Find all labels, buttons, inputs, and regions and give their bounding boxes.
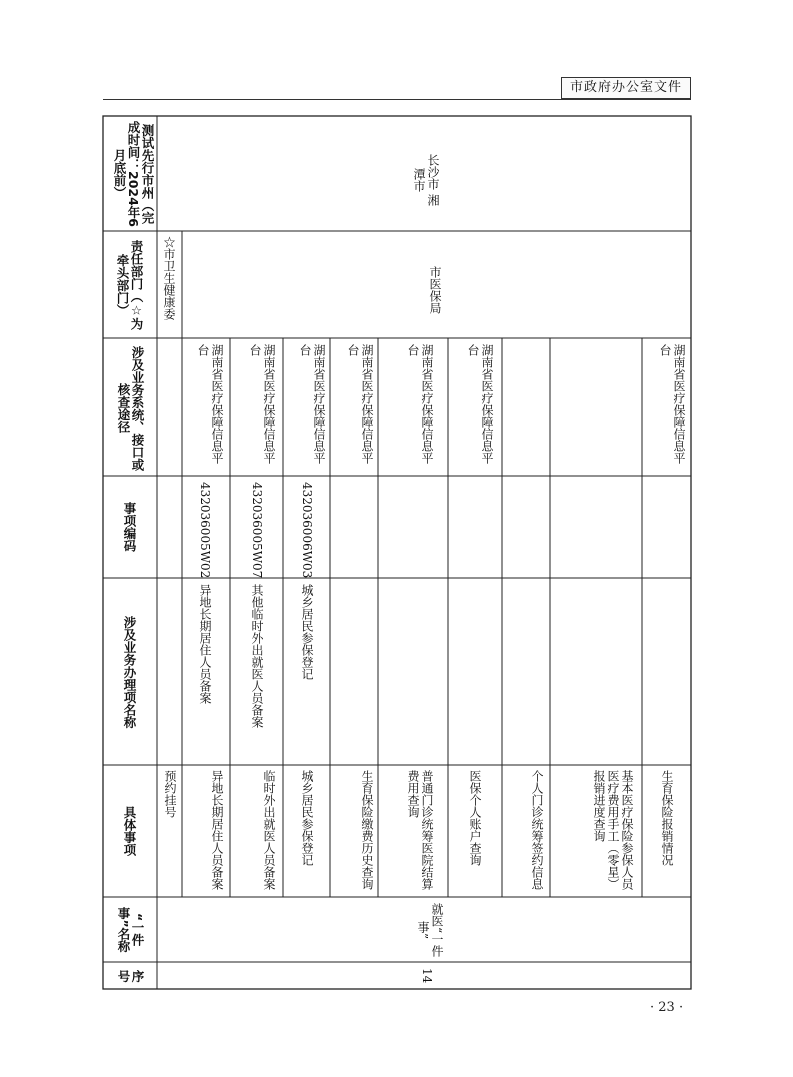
system-label: 湖南省医疗保障信息平台 xyxy=(406,344,434,464)
item-label: 医保个人账户查询 xyxy=(468,770,482,866)
col-business-header: 涉及业务办理项名称 xyxy=(122,615,137,729)
item-label: 生育保险报销情况 xyxy=(660,770,674,866)
item-code: 432036005W07 xyxy=(250,482,264,579)
item-code: 432036005W02 xyxy=(198,482,212,579)
row-seq: 14 xyxy=(420,968,434,984)
item-label: 城乡居民参保登记 xyxy=(300,770,314,866)
event-name: 就医“一件事” xyxy=(416,902,444,958)
item-label: 基本医疗保险参保人员医疗费用手工（零星）报销进度查询 xyxy=(592,770,634,890)
col-pilot-header: 测试先行市州（完成时间：2024年6月底前） xyxy=(112,121,155,227)
system-label: 湖南省医疗保障信息平台 xyxy=(196,344,224,464)
col-event-header: “一件事”名称 xyxy=(116,907,145,953)
item-label: 异地长期居住人员备案 xyxy=(210,770,224,890)
item-label: 普通门诊统筹医院结算费用查询 xyxy=(406,770,434,890)
item-label: 个人门诊统筹签约信息 xyxy=(530,770,544,890)
col-seq-header: 序号 xyxy=(116,969,145,983)
system-label: 湖南省医疗保障信息平台 xyxy=(248,344,276,464)
system-label: 湖南省医疗保障信息平台 xyxy=(466,344,494,464)
item-label: 生育保险缴费历史查询 xyxy=(360,770,374,890)
item-label: 预约挂号 xyxy=(163,770,177,818)
business-label: 其他临时外出就医人员备案 xyxy=(250,584,264,728)
item-label: 临时外出就医人员备案 xyxy=(262,770,276,890)
system-label: 湖南省医疗保障信息平台 xyxy=(346,344,374,464)
col-department-header: 责任部门（☆为牵头部门） xyxy=(115,240,144,330)
lead-department: ☆市卫生健康委 xyxy=(162,236,176,320)
page-number: · 23 · xyxy=(650,1000,684,1015)
business-label: 城乡居民参保登记 xyxy=(300,584,314,680)
pilot-cities: 长沙市 湘潭市 xyxy=(412,154,440,206)
system-label: 湖南省医疗保障信息平台 xyxy=(298,344,326,464)
department: 市医保局 xyxy=(428,266,442,314)
document-header-badge: 市政府办公室文件 xyxy=(561,77,691,99)
col-item-header: 具体事项 xyxy=(122,806,137,856)
item-code: 432036006W03 xyxy=(300,482,314,579)
system-label: 湖南省医疗保障信息平台 xyxy=(658,344,686,464)
business-label: 异地长期居住人员备案 xyxy=(198,584,212,704)
col-system-header: 涉及业务系统、接口或核查途径 xyxy=(116,345,145,471)
col-code-header: 事项编码 xyxy=(122,502,137,552)
